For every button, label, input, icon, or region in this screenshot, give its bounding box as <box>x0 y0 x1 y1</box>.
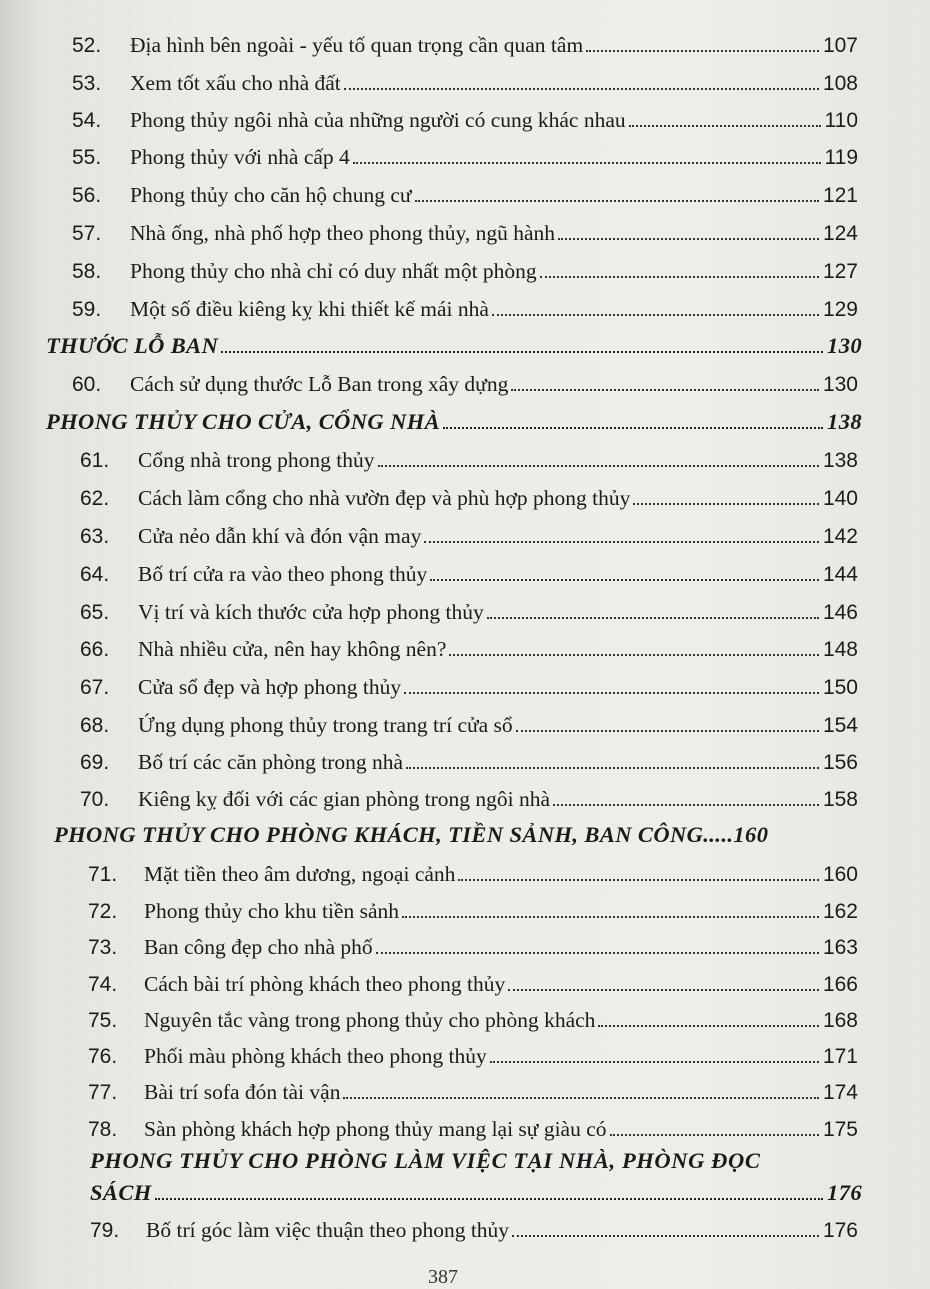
toc-entry[interactable] <box>88 1080 858 1105</box>
toc-entry[interactable] <box>88 1117 858 1142</box>
entry-page: 162 <box>822 900 858 923</box>
entry-page: 158 <box>822 788 858 811</box>
entry-title: Phong thủy cho căn hộ chung cư <box>130 183 412 207</box>
toc-entry[interactable] <box>80 448 858 473</box>
entry-page: 166 <box>822 973 858 996</box>
entry-page: 127 <box>822 260 858 283</box>
entry-title: Sàn phòng khách hợp phong thủy mang lại sự giàu có <box>144 1117 607 1141</box>
leader-dots <box>558 237 819 240</box>
page-number: 387 <box>428 1266 458 1288</box>
leader-dots <box>586 49 819 52</box>
toc-entry[interactable] <box>88 935 858 960</box>
entry-title: Bố trí cửa ra vào theo phong thủy <box>138 562 428 586</box>
toc-section-heading[interactable] <box>46 333 862 359</box>
section-title: PHONG THỦY CHO CỬA, CỔNG NHÀ <box>46 409 441 434</box>
entry-title: Phong thủy cho nhà chỉ có duy nhất một phòng <box>130 259 537 283</box>
toc-entry[interactable] <box>88 862 858 887</box>
toc-entry[interactable] <box>72 372 858 397</box>
leader-dots <box>511 388 819 391</box>
entry-page: 163 <box>822 936 858 959</box>
toc-section-heading[interactable] <box>54 822 864 848</box>
entry-title: Bố trí góc làm việc thuận theo phong thủy <box>146 1218 510 1242</box>
leader-dots <box>415 199 819 202</box>
entry-page: 148 <box>822 638 858 661</box>
entry-number: 76. <box>88 1045 118 1068</box>
entry-number: 69. <box>80 751 110 774</box>
leader-dots <box>492 313 819 316</box>
entry-page: 130 <box>822 373 858 396</box>
entry-page: 150 <box>822 676 858 699</box>
toc-entry[interactable] <box>72 108 858 133</box>
section-title: SÁCH <box>90 1180 152 1205</box>
entry-number: 78. <box>88 1118 118 1141</box>
toc-entry[interactable] <box>80 562 858 587</box>
leader-dots <box>553 803 819 806</box>
section-page: 130 <box>827 333 862 358</box>
entry-title: Địa hình bên ngoài - yếu tố quan trọng cần quan tâm <box>130 33 584 57</box>
entry-page: 154 <box>822 714 858 737</box>
entry-number: 75. <box>88 1009 118 1032</box>
toc-entry[interactable] <box>72 259 858 284</box>
leader-dots <box>512 1234 819 1237</box>
toc-entry[interactable] <box>80 787 858 812</box>
entry-page: 144 <box>822 563 858 586</box>
leader-dots <box>458 878 819 881</box>
entry-page: 156 <box>822 751 858 774</box>
toc-entry[interactable] <box>80 524 858 549</box>
toc-entry[interactable] <box>88 899 858 924</box>
entry-page: 138 <box>822 449 858 472</box>
toc-entry[interactable] <box>90 1218 858 1243</box>
entry-number: 60. <box>72 373 102 396</box>
leader-dots <box>402 915 819 918</box>
entry-page: 175 <box>822 1118 858 1141</box>
section-page: 176 <box>827 1180 862 1205</box>
entry-title: Kiêng kỵ đối với các gian phòng trong ngôi nhà <box>138 787 551 811</box>
toc-entry[interactable] <box>80 750 858 775</box>
entry-number: 59. <box>72 298 102 321</box>
entry-title: Nhà nhiều cửa, nên hay không nên? <box>138 637 447 661</box>
entry-number: 52. <box>72 34 102 57</box>
leader-dots <box>508 988 819 991</box>
entry-number: 55. <box>72 146 102 169</box>
leader-dots <box>404 691 819 694</box>
section-title: PHONG THỦY CHO PHÒNG KHÁCH, TIỀN SẢNH, BAN CÔNG..... <box>54 822 734 847</box>
leader-dots <box>490 1060 819 1063</box>
entry-title: Nguyên tắc vàng trong phong thủy cho phòng khách <box>144 1008 596 1032</box>
toc-entry[interactable] <box>72 33 858 58</box>
leader-dots <box>598 1024 819 1027</box>
entry-title: Mặt tiền theo âm dương, ngoại cảnh <box>144 862 456 886</box>
leader-dots <box>516 729 819 732</box>
toc-entry[interactable] <box>80 600 858 625</box>
entry-page: 142 <box>822 525 858 548</box>
entry-number: 61. <box>80 449 110 472</box>
leader-dots <box>221 350 823 353</box>
leader-dots <box>449 653 819 656</box>
toc-entry[interactable] <box>72 71 858 96</box>
entry-title: Vị trí và kích thước cửa hợp phong thủy <box>138 600 484 624</box>
toc-entry[interactable] <box>72 145 858 170</box>
toc-entry[interactable] <box>80 637 858 662</box>
toc-entry[interactable] <box>72 297 858 322</box>
entry-page: 129 <box>822 298 858 321</box>
toc-section-heading[interactable] <box>46 409 862 435</box>
entry-number: 74. <box>88 973 118 996</box>
entry-number: 73. <box>88 936 118 959</box>
entry-page: 176 <box>822 1219 858 1242</box>
entry-page: 107 <box>822 34 858 57</box>
leader-dots <box>353 161 821 164</box>
entry-number: 70. <box>80 788 110 811</box>
entry-title: Bố trí các căn phòng trong nhà <box>138 750 404 774</box>
leader-dots <box>344 87 819 90</box>
entry-title: Phong thủy ngôi nhà của những người có cung khác nhau <box>130 108 626 132</box>
leader-dots <box>610 1133 819 1136</box>
entry-title: Phối màu phòng khách theo phong thủy <box>144 1044 487 1068</box>
leader-dots <box>540 275 819 278</box>
entry-title: Nhà ống, nhà phố hợp theo phong thủy, ngũ hành <box>130 221 555 245</box>
entry-number: 53. <box>72 72 102 95</box>
entry-number: 71. <box>88 863 118 886</box>
entry-number: 65. <box>80 601 110 624</box>
entry-title: Cổng nhà trong phong thủy <box>138 448 375 472</box>
leader-dots <box>443 426 823 429</box>
entry-number: 66. <box>80 638 110 661</box>
leader-dots <box>629 124 821 127</box>
entry-number: 64. <box>80 563 110 586</box>
entry-title: Ứng dụng phong thủy trong trang trí cửa sổ <box>138 713 513 737</box>
entry-page: 110 <box>824 109 858 132</box>
entry-title: Phong thủy cho khu tiền sảnh <box>144 899 399 923</box>
entry-title: Phong thủy với nhà cấp 4 <box>130 145 350 169</box>
entry-title: Một số điều kiêng kỵ khi thiết kế mái nhà <box>130 297 489 321</box>
toc-section-heading[interactable] <box>90 1180 862 1206</box>
entry-number: 67. <box>80 676 110 699</box>
entry-number: 68. <box>80 714 110 737</box>
section-title-line1: PHONG THỦY CHO PHÒNG LÀM VIỆC TẠI NHÀ, PHÒNG ĐỌC <box>90 1148 761 1173</box>
entry-title: Cách bài trí phòng khách theo phong thủy <box>144 972 506 996</box>
entry-page: 174 <box>822 1081 858 1104</box>
entry-number: 72. <box>88 900 118 923</box>
section-title: THƯỚC LỖ BAN <box>46 333 219 358</box>
entry-number: 63. <box>80 525 110 548</box>
entry-page: 119 <box>824 146 858 169</box>
leader-dots <box>430 578 819 581</box>
toc-entry[interactable] <box>80 675 858 700</box>
entry-page: 140 <box>822 487 858 510</box>
toc-entry[interactable] <box>88 972 858 997</box>
toc-entry[interactable] <box>88 1044 858 1069</box>
leader-dots <box>378 464 819 467</box>
leader-dots <box>487 616 819 619</box>
entry-page: 171 <box>822 1045 858 1068</box>
entry-page: 146 <box>822 601 858 624</box>
toc-entry[interactable] <box>88 1008 858 1033</box>
entry-title: Cách làm cổng cho nhà vườn đẹp và phù hợp phong thủy <box>138 486 631 510</box>
section-page: 138 <box>827 409 862 434</box>
entry-page: 168 <box>822 1009 858 1032</box>
entry-number: 62. <box>80 487 110 510</box>
section-page: 160 <box>733 822 769 847</box>
entry-title: Cách sử dụng thước Lỗ Ban trong xây dựng <box>130 372 509 396</box>
entry-title: Ban công đẹp cho nhà phố <box>144 935 373 959</box>
leader-dots <box>155 1197 823 1200</box>
leader-dots <box>343 1096 819 1099</box>
toc-entry[interactable] <box>80 486 858 511</box>
entry-title: Cửa sổ đẹp và hợp phong thủy <box>138 675 402 699</box>
entry-number: 54. <box>72 109 102 132</box>
entry-page: 160 <box>822 863 858 886</box>
entry-title: Cửa nẻo dẫn khí và đón vận may <box>138 524 422 548</box>
entry-page: 121 <box>822 184 858 207</box>
leader-dots <box>633 502 819 505</box>
entry-title: Xem tốt xấu cho nhà đất <box>130 71 341 95</box>
toc-entry[interactable] <box>80 713 858 738</box>
entry-number: 58. <box>72 260 102 283</box>
leader-dots <box>406 766 819 769</box>
leader-dots <box>376 951 819 954</box>
entry-title: Bài trí sofa đón tài vận <box>144 1080 341 1104</box>
entry-number: 56. <box>72 184 102 207</box>
entry-number: 57. <box>72 222 102 245</box>
entry-page: 124 <box>822 222 858 245</box>
leader-dots <box>424 540 819 543</box>
entry-number: 79. <box>90 1219 120 1242</box>
entry-number: 77. <box>88 1081 118 1104</box>
toc-entry[interactable] <box>72 221 858 246</box>
toc-entry[interactable] <box>72 183 858 208</box>
entry-page: 108 <box>822 72 858 95</box>
